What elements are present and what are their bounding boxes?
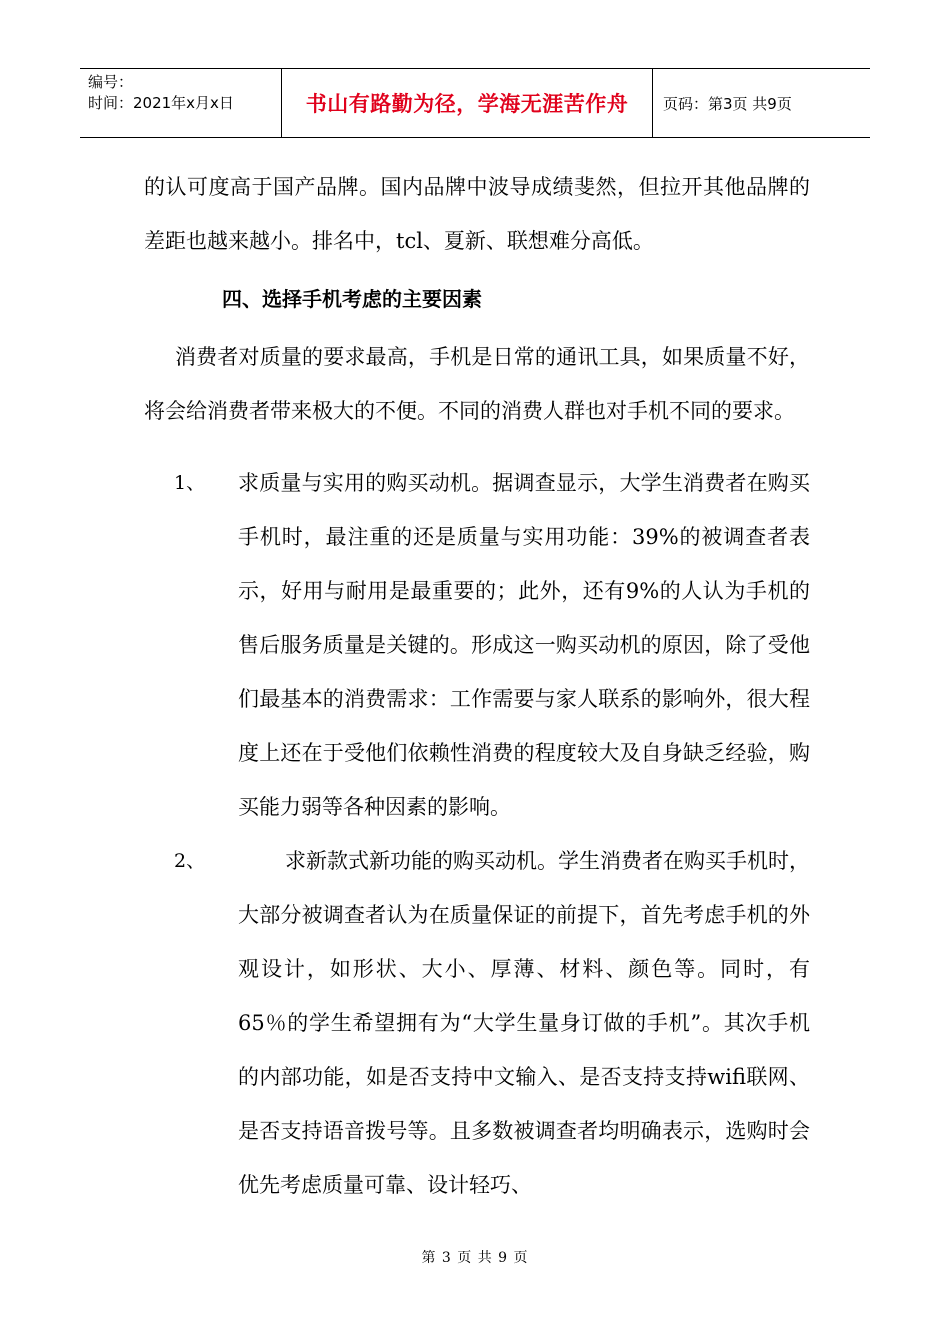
list-item-number: 1、 xyxy=(174,472,206,494)
document-body xyxy=(144,160,810,1212)
section-heading: 四、选择手机考虑的主要因素 xyxy=(222,287,482,311)
list-item-number: 2、 xyxy=(174,850,206,872)
document-number-label: 编号： xyxy=(88,73,134,91)
page-header xyxy=(80,68,870,138)
header-meta xyxy=(80,69,282,137)
list-item-text: 求新款式新功能的购买动机。学生消费者在购买手机时，大部分被调查者认为在质量保证的前提下，首先考虑手机的外观设计，如形状、大小、厚薄、材料、颜色等。同时，有65％的学生希望拥有为“大学生量身订做的手机”。其次手机的内部功能，如是否支持中文输入、是否支持支持wifi联网、是否支持语音拨号等。且多数被调查者均明确表示，选购时会优先考虑质量可靠、设计轻巧、 xyxy=(238,849,810,1197)
paragraph-intro: 消费者对质量的要求最高，手机是日常的通讯工具，如果质量不好，将会给消费者带来极大的不便。不同的消费人群也对手机不同的要求。 xyxy=(144,345,810,423)
list-item xyxy=(0,834,810,1212)
page-footer: 第 3 页 共 9 页 xyxy=(421,1250,529,1266)
list-item xyxy=(0,456,810,834)
header-page-number: 页码：第3页 共9页 xyxy=(663,94,792,113)
list-item-text: 求质量与实用的购买动机。据调查显示，大学生消费者在购买手机时，最注重的还是质量与实用功能：39%的被调查者表示，好用与耐用是最重要的；此外，还有9%的人认为手机的售后服务质量是关键的。形成这一购买动机的原因，除了受他们最基本的消费需求：工作需要与家人联系的影响外，很大程度上还在于受他们依赖性消费的程度较大及自身缺乏经验，购买能力弱等各种因素的影响。 xyxy=(238,471,810,819)
paragraph-continued: 的认可度高于国产品牌。国内品牌中波导成绩斐然，但拉开其他品牌的差距也越来越小。排名中，tcl、夏新、联想难分高低。 xyxy=(144,175,810,253)
document-time-label: 时间：2021年x月x日 xyxy=(88,94,234,112)
header-motto: 书山有路勤为径，学海无涯苦作舟 xyxy=(282,69,653,137)
